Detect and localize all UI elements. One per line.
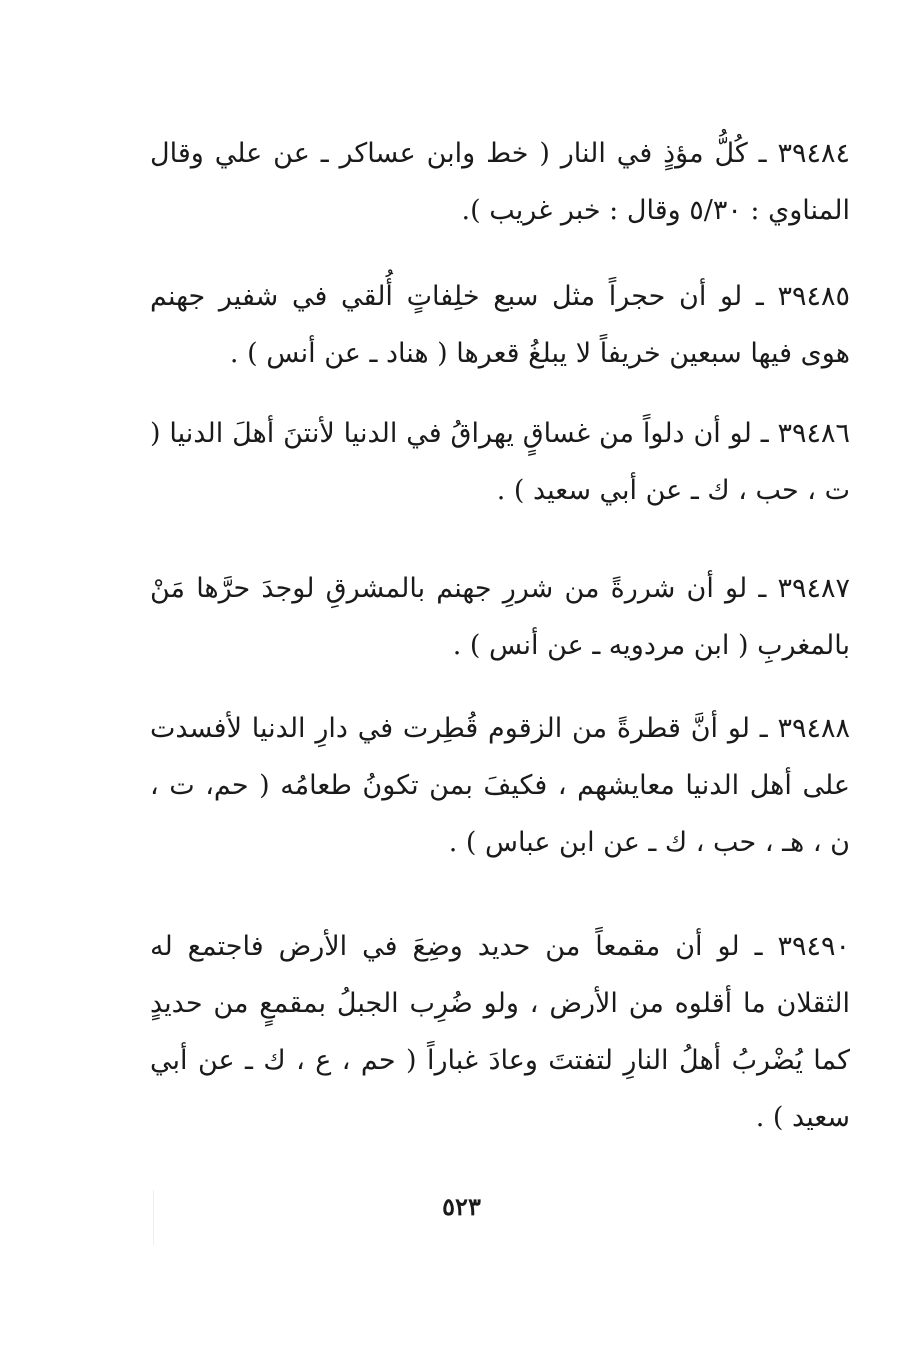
hadith-text: ٣٩٤٨٤ ـ كُلُّ مؤذٍ في النار ( خط وابن عساكر ـ عن علي وقال المناوي : ٥/٣٠ وقال : خبر غريب ). [150, 138, 850, 226]
hadith-text: ٣٩٤٨٧ ـ لو أن شررةً من شررِ جهنم بالمشرقِ لوجدَ حرَّها مَنْ بالمغربِ ( ابن مردويه ـ عن أنس ) . [150, 573, 850, 661]
hadith-entry-39487 [150, 560, 850, 674]
hadith-text: ٣٩٤٨٦ ـ لو أن دلواً من غساقٍ يهراقُ في الدنيا لأنتنَ أهلَ الدنيا ( ت ، حب ، ك ـ عن أبي سعيد ) . [150, 418, 850, 506]
hadith-entry-39490 [150, 918, 850, 1146]
hadith-entry-39486 [150, 405, 850, 519]
page-number: ٥٢٣ [442, 1192, 481, 1221]
hadith-entry-39485 [150, 268, 850, 382]
hadith-entry-39484 [150, 125, 850, 239]
hadith-text: ٣٩٤٨٨ ـ لو أنَّ قطرةً من الزقوم قُطِرت في دارِ الدنيا لأفسدت على أهل الدنيا معايشهم ، فكيفَ بمن تكونُ طعامُه ( حم، ت ، ن ، هـ ، حب ، ك ـ عن ابن عباس ) . [150, 713, 850, 858]
hadith-text: ٣٩٤٩٠ ـ لو أن مقمعاً من حديد وضِعَ في الأرض فاجتمع له الثقلان ما أقلوه من الأرض ، ولو ضُرِب الجبلُ بمقمعٍ من حديدٍ كما يُضْربُ أهلُ النارِ لتفتتَ وعادَ غباراً ( حم ، ع ، ك ـ عن أبي سعيد ) . [150, 931, 850, 1133]
hadith-entry-39488 [150, 700, 850, 871]
hadith-text: ٣٩٤٨٥ ـ لو أن حجراً مثل سبع خلِفاتٍ أُلقي في شفير جهنم هوى فيها سبعين خريفاً لا يبلغُ قعرها ( هناد ـ عن أنس ) . [150, 281, 850, 369]
